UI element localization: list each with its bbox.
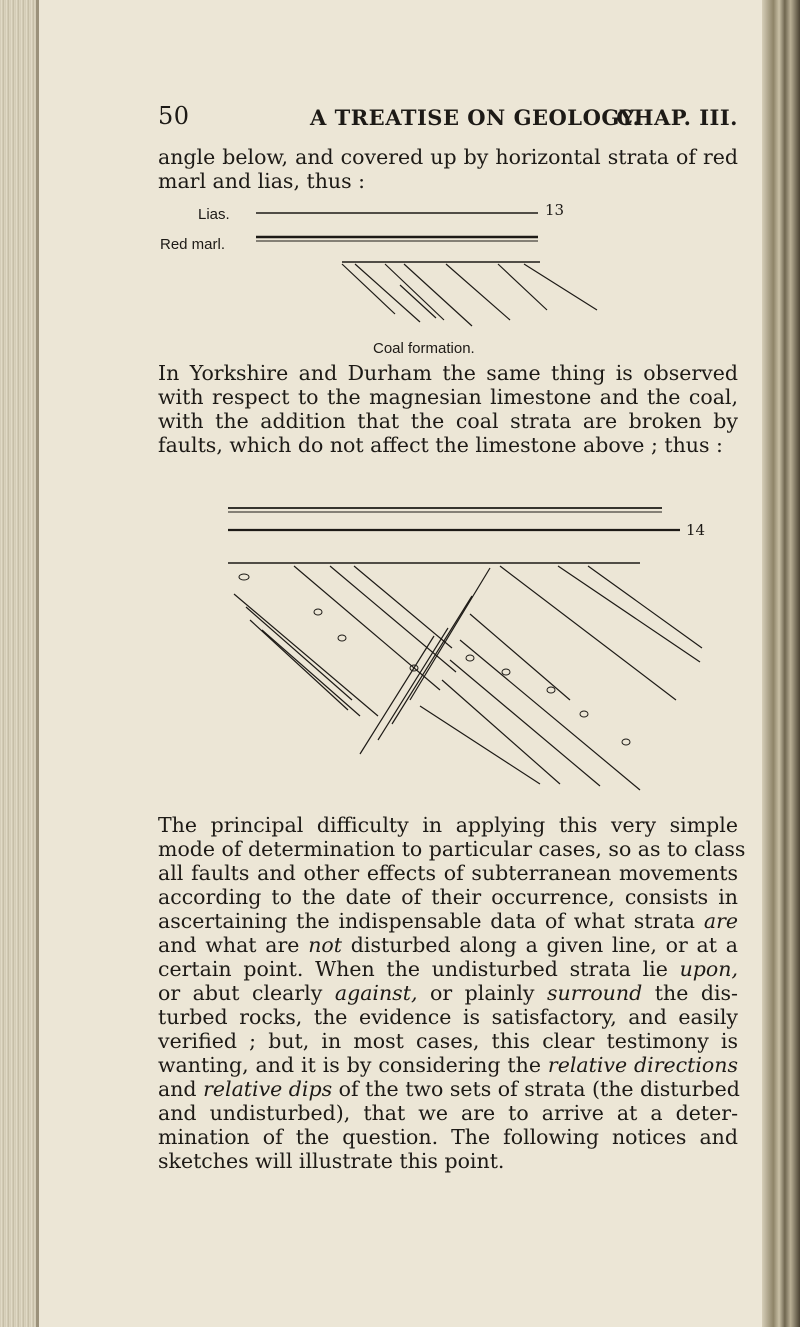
text-line: wanting, and it is by considering the relative directions <box>158 1053 738 1077</box>
text-line: sketches will illustrate this point. <box>158 1149 505 1173</box>
figure-label-red-marl: Red marl. <box>160 236 226 253</box>
page-number: 50 <box>158 102 190 130</box>
text-line: and what are not disturbed along a given line, or at a <box>158 933 739 957</box>
text-line: ascertaining the indispensable data of what strata are <box>158 909 738 933</box>
text-line: mination of the question. The following notices and <box>158 1125 738 1149</box>
running-title: A TREATISE ON GEOLOGY. <box>310 105 641 130</box>
text-line: with respect to the magnesian limestone and the coal, <box>158 385 738 409</box>
text-line: and relative dips of the two sets of strata (the disturbed <box>158 1077 740 1101</box>
paragraph-principal-difficulty <box>158 813 746 1173</box>
text-line: faults, which do not affect the limestone above ; thus : <box>158 433 723 457</box>
text-line: marl and lias, thus : <box>158 169 366 193</box>
text-line: turbed rocks, the evidence is satisfactory, and easily <box>158 1005 738 1029</box>
text-line: The principal difficulty in applying this very simple <box>158 813 738 837</box>
text-line: mode of determination to particular cases, so as to class <box>158 837 746 861</box>
figure-label-coal-formation: Coal formation. <box>373 340 475 357</box>
text-line: according to the date of their occurrence, consists in <box>158 885 738 909</box>
text-line: with the addition that the coal strata are broken by <box>158 409 738 433</box>
text-line: verified ; but, in most cases, this clear testimony is <box>158 1029 738 1053</box>
chapter-label: CHAP. III. <box>616 105 738 130</box>
figure-number-13: 13 <box>545 201 565 219</box>
figure-label-lias: Lias. <box>198 206 230 223</box>
text-line: or abut clearly against, or plainly surround the dis- <box>158 981 738 1005</box>
figure-number-14: 14 <box>686 521 706 539</box>
text-line: angle below, and covered up by horizontal strata of red <box>158 145 738 169</box>
text-line: and undisturbed), that we are to arrive at a deter- <box>158 1101 738 1125</box>
text-line: In Yorkshire and Durham the same thing is observed <box>158 361 738 385</box>
text-line: all faults and other effects of subterranean movements <box>158 861 738 885</box>
text-line: certain point. When the undisturbed strata lie upon, <box>158 957 738 981</box>
